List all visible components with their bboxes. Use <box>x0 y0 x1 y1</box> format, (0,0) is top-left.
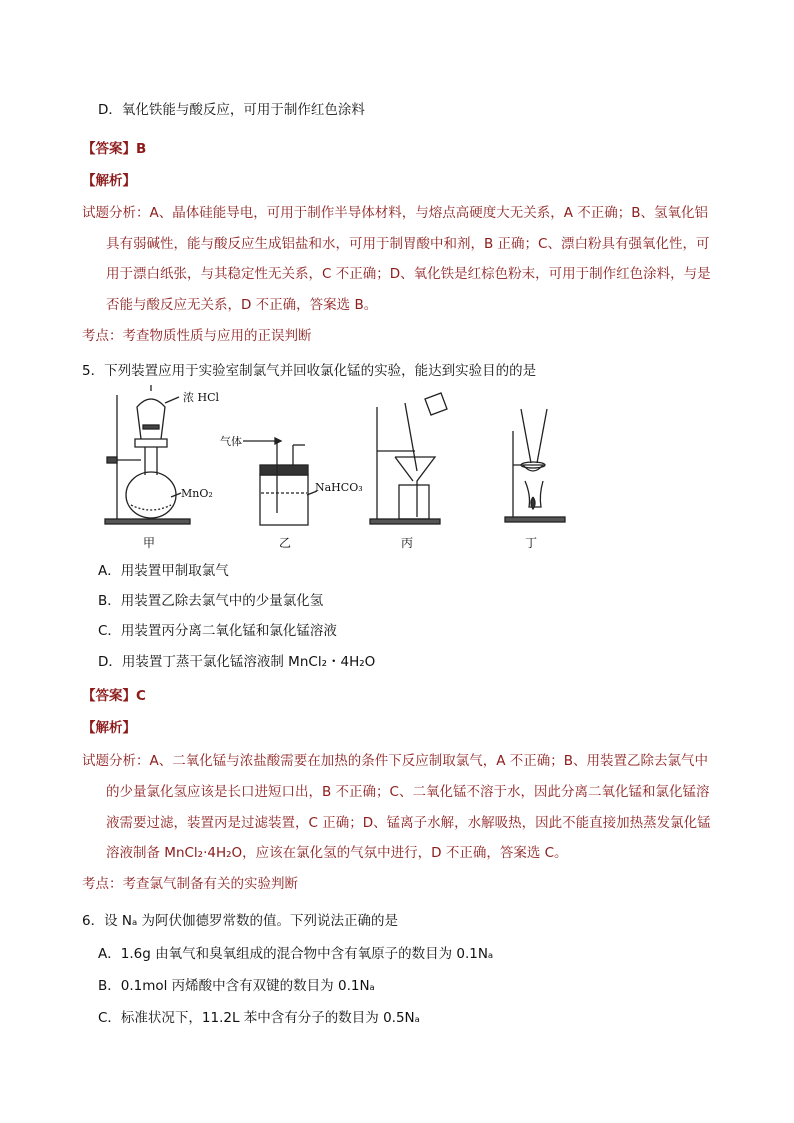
q5-kaodian: 考点：考查氯气制备有关的实验判断 <box>82 876 298 892</box>
q5-option-b: B．用装置乙除去氯气中的少量氯化氢 <box>98 593 324 609</box>
label-nahco3: NaHCO₃ <box>315 481 363 494</box>
label-mno2: MnO₂ <box>181 487 213 500</box>
caption-bing: 丙 <box>401 536 414 550</box>
q5-option-a: A．用装置甲制取氯气 <box>98 563 229 579</box>
q4-analysis-label: 【解析】 <box>82 173 136 189</box>
q4-analysis-line-2: 具有弱碱性，能与酸反应生成铝盐和水，可用于制胃酸中和剂，B 正确；C、漂白粉具有强氧化性，可 <box>106 236 710 252</box>
q5-answer <box>82 686 146 706</box>
q6-option-c: C．标准状况下，11.2L 苯中含有分子的数目为 0.5Nₐ <box>98 1010 420 1026</box>
q5-option-d: D．用装置丁蒸干氯化锰溶液制 MnCl₂・4H₂O <box>98 654 376 670</box>
q5-analysis-line-2: 的少量氯化氢应该是长口进短口出，B 不正确；C、二氧化锰不溶于水，因此分离二氧化锰和氯化锰溶 <box>106 784 710 800</box>
label-gas: 气体 <box>220 435 242 448</box>
apparatus-jia <box>105 385 190 524</box>
apparatus-bing <box>370 393 447 524</box>
q5-answer-label: 【答案】 <box>82 688 136 704</box>
q4-analysis-line-1: 试题分析：A、晶体硅能导电，可用于制作半导体材料，与熔点高硬度大无关系，A 不正确；B、氢氧化铝 <box>82 205 709 221</box>
q5-analysis-line-1: 试题分析：A、二氧化锰与浓盐酸需要在加热的条件下反应制取氯气，A 不正确；B、用装置乙除去氯气中 <box>82 753 709 769</box>
q5-apparatus-figure <box>95 385 615 555</box>
q6-option-a: A．1.6g 由氧气和臭氧组成的混合物中含有氧原子的数目为 0.1Nₐ <box>98 946 494 962</box>
q4-analysis-line-3: 用于漂白纸张，与其稳定性无关系，C 不正确；D、氧化铁是红棕色粉末，可用于制作红色涂料，与是 <box>106 266 711 282</box>
q4-kaodian: 考点：考查物质性质与应用的正误判断 <box>82 328 312 344</box>
apparatus-ding <box>505 409 565 522</box>
q4-option-d: D．氧化铁能与酸反应，可用于制作红色涂料 <box>98 102 365 118</box>
label-hcl: 浓 HCl <box>183 391 220 404</box>
q4-answer-label: 【答案】 <box>82 141 136 157</box>
q5-analysis-label: 【解析】 <box>82 720 136 736</box>
q4-answer <box>82 139 146 159</box>
q6-option-b: B．0.1mol 丙烯酸中含有双键的数目为 0.1Nₐ <box>98 978 375 994</box>
caption-jia: 甲 <box>143 536 156 550</box>
caption-yi: 乙 <box>279 536 292 550</box>
q4-analysis-line-4: 否能与酸反应无关系，D 不正确，答案选 B。 <box>106 297 378 313</box>
q5-analysis-line-3: 液需要过滤，装置丙是过滤装置，C 正确；D、锰离子水解，水解吸热，因此不能直接加热蒸发氯化锰 <box>106 815 711 831</box>
caption-ding: 丁 <box>525 536 538 550</box>
q6-stem: 6．设 Nₐ 为阿伏伽德罗常数的值。下列说法正确的是 <box>82 913 399 929</box>
q5-answer-value: C <box>136 688 146 704</box>
q5-stem: 5．下列装置应用于实验室制氯气并回收氯化锰的实验，能达到实验目的的是 <box>82 363 537 379</box>
q4-answer-value: B <box>136 141 147 157</box>
q5-analysis-line-4: 溶液制备 MnCl₂·4H₂O，应该在氯化氢的气氛中进行，D 不正确，答案选 C。 <box>106 845 568 861</box>
apparatus-yi <box>243 438 317 525</box>
q5-option-c: C．用装置丙分离二氧化锰和氯化锰溶液 <box>98 623 337 639</box>
